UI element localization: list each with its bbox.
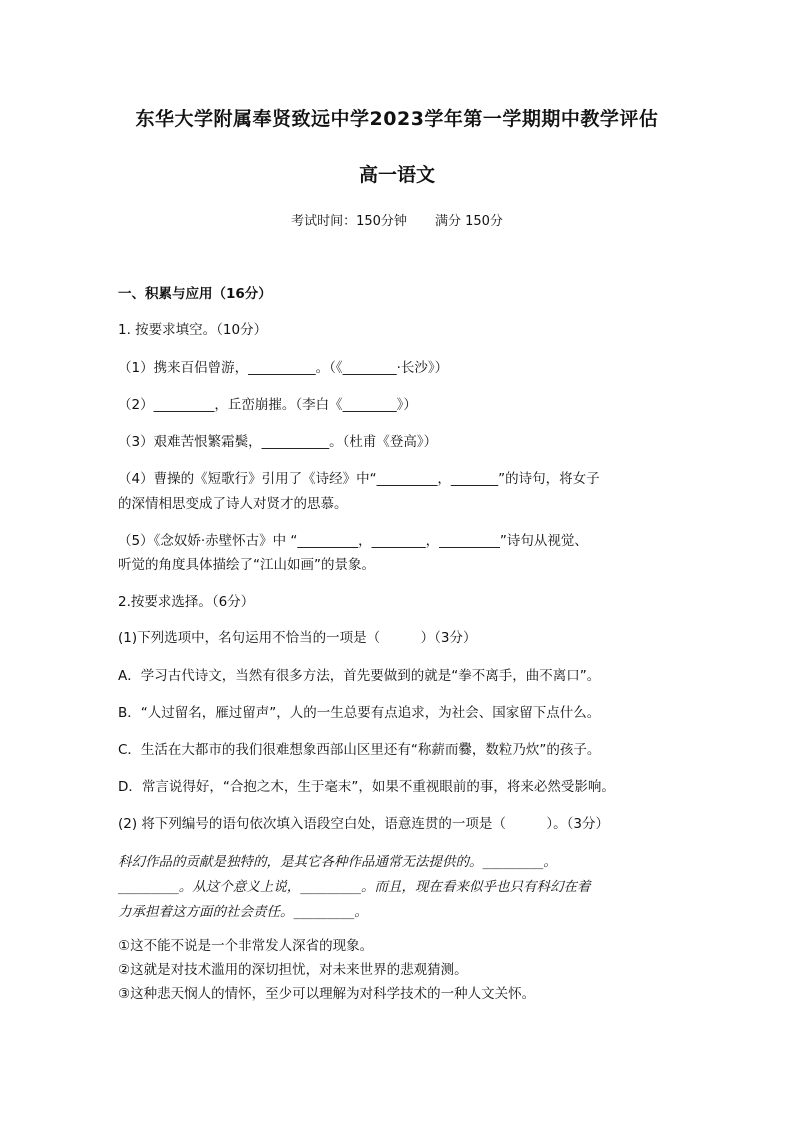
- section-heading: 一、积累与应用（16分）: [118, 286, 272, 302]
- question-1-item: （2）_________，丘峦崩摧。（李白《________》）: [118, 397, 417, 413]
- passage-line: 力承担着这方面的社会责任。_________。: [118, 904, 368, 920]
- question-1-item: 的深情相思变成了诗人对贤才的思慕。: [118, 496, 348, 512]
- question-1-item: （4）曹操的《短歌行》引用了《诗经》中“_________，_______”的诗句，将女子: [118, 471, 600, 487]
- question-1-item: （3）艰难苦恨繁霜鬓，__________。（杜甫《登高》）: [118, 434, 438, 450]
- question-1-item: （1）携来百侣曾游，__________。（《________·长沙》）: [118, 360, 449, 376]
- question-2-stem: 2.按要求选择。（6分）: [118, 594, 255, 610]
- sentence-item: ③这种悲天悯人的情怀，至少可以理解为对科学技术的一种人文关怀。: [118, 986, 536, 1002]
- page-title: 东华大学附属奉贤致远中学2023学年第一学期期中教学评估: [135, 108, 659, 130]
- question-1-stem: 1. 按要求填空。（10分）: [118, 322, 268, 338]
- question-2-sub2: (2) 将下列编号的语句依次填入语段空白处，语意连贯的一项是（ ）。（3分）: [118, 816, 610, 832]
- option-a: A．学习古代诗文，当然有很多方法，首先要做到的就是“拳不离手，曲不离口”。: [118, 668, 601, 684]
- full-score: 满分 150分: [434, 214, 503, 229]
- subject-title: 高一语文: [358, 164, 435, 186]
- option-b: B．“人过留名，雁过留声”，人的一生总要有点追求，为社会、国家留下点什么。: [118, 705, 601, 721]
- question-1-item: （5）《念奴娇·赤壁怀古》中 “_________，________，_________”诗句从视觉、: [118, 533, 588, 549]
- question-2-sub1: (1)下列选项中，名句运用不恰当的一项是（ ）（3分）: [118, 630, 477, 646]
- exam-meta: [0, 210, 794, 229]
- sentence-item: ①这不能不说是一个非常发人深省的现象。: [118, 938, 374, 954]
- option-d: D．常言说得好，“合抱之木，生于毫末”，如果不重视眼前的事，将来必然受影响。: [118, 779, 615, 795]
- option-c: C．生活在大都市的我们很难想象西部山区里还有“称薪而爨，数粒乃炊”的孩子。: [118, 742, 601, 758]
- sentence-item: ②这就是对技术滥用的深切担忧，对未来世界的悲观猜测。: [118, 962, 468, 978]
- passage-line: _________。从这个意义上说，_________。而且，现在看来似乎也只有科幻在着: [118, 879, 591, 895]
- passage-line: 科幻作品的贡献是独特的，是其它各种作品通常无法提供的。_________。: [118, 854, 557, 870]
- exam-time: 考试时间：150分钟: [291, 214, 407, 229]
- question-1-item: 听觉的角度具体描绘了“江山如画”的景象。: [118, 557, 375, 573]
